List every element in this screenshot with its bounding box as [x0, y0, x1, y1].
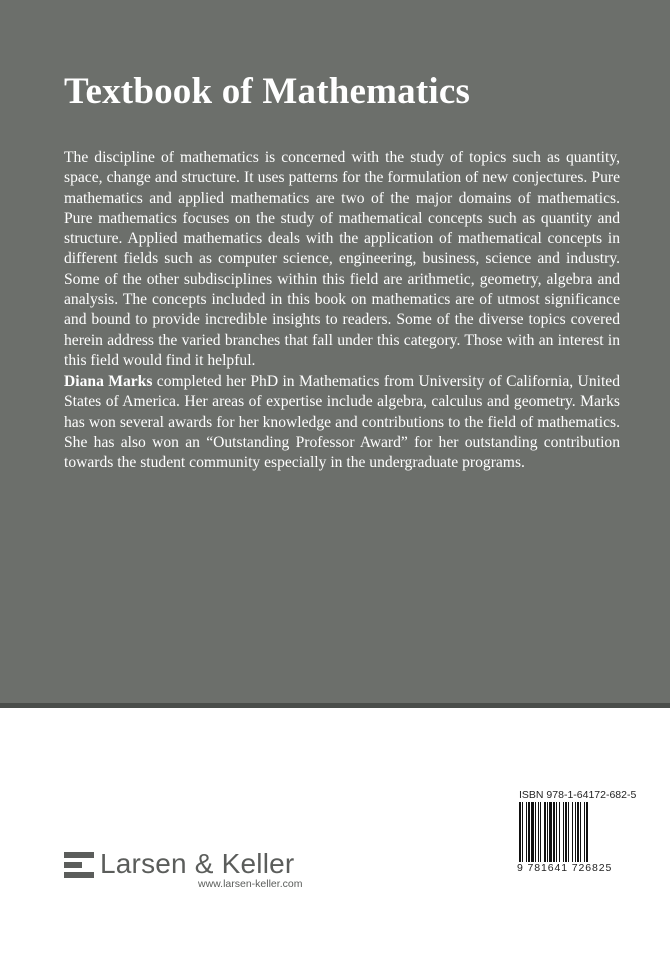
book-title: Textbook of Mathematics: [64, 71, 471, 112]
publisher-logo: [64, 848, 324, 890]
barcode-digits: 9 781641 726825: [517, 862, 613, 874]
author-name: Diana Marks: [64, 373, 153, 390]
author-bio-text: completed her PhD in Mathematics from University of California, United States of America. Her areas of expertise include algebra, calculus and geometry. Marks has won several awards for her knowledge and contributions to the field of mathematics. She has also won an “Outstanding Professor Award” for her outstanding contribution towards the student community especially in the undergraduate programs.: [64, 373, 621, 472]
book-description: The discipline of mathematics is concerned with the study of topics such as quantity, space, change and structure. It uses patterns for the formulation of new conjectures. Pure mathematics and applied mathematics are two of the major domains of mathematics. Pure mathematics focuses on the study of mathematical concepts such as quantity and structure. Applied mathematics deals with the application of mathematical concepts in different fields such as computer science, engineering, business, science and industry. Some of the other subdisciplines within this field are arithmetic, geometry, algebra and analysis. The concepts included in this book on mathematics are of utmost significance and bound to provide incredible insights to readers. Some of the diverse topics covered herein address the varied branches that fall under this category. Those with an interest in this field would find it helpful.: [64, 149, 620, 369]
barcode: [519, 802, 615, 862]
publisher-name: Larsen & Keller: [100, 848, 295, 879]
author-bio: [64, 372, 620, 473]
barcode-icon: [519, 802, 615, 862]
isbn-label: ISBN 978-1-64172-682-5: [519, 789, 637, 801]
stacked-bars-logo-icon: [64, 852, 94, 878]
publisher-url: www.larsen-keller.com: [198, 878, 303, 890]
